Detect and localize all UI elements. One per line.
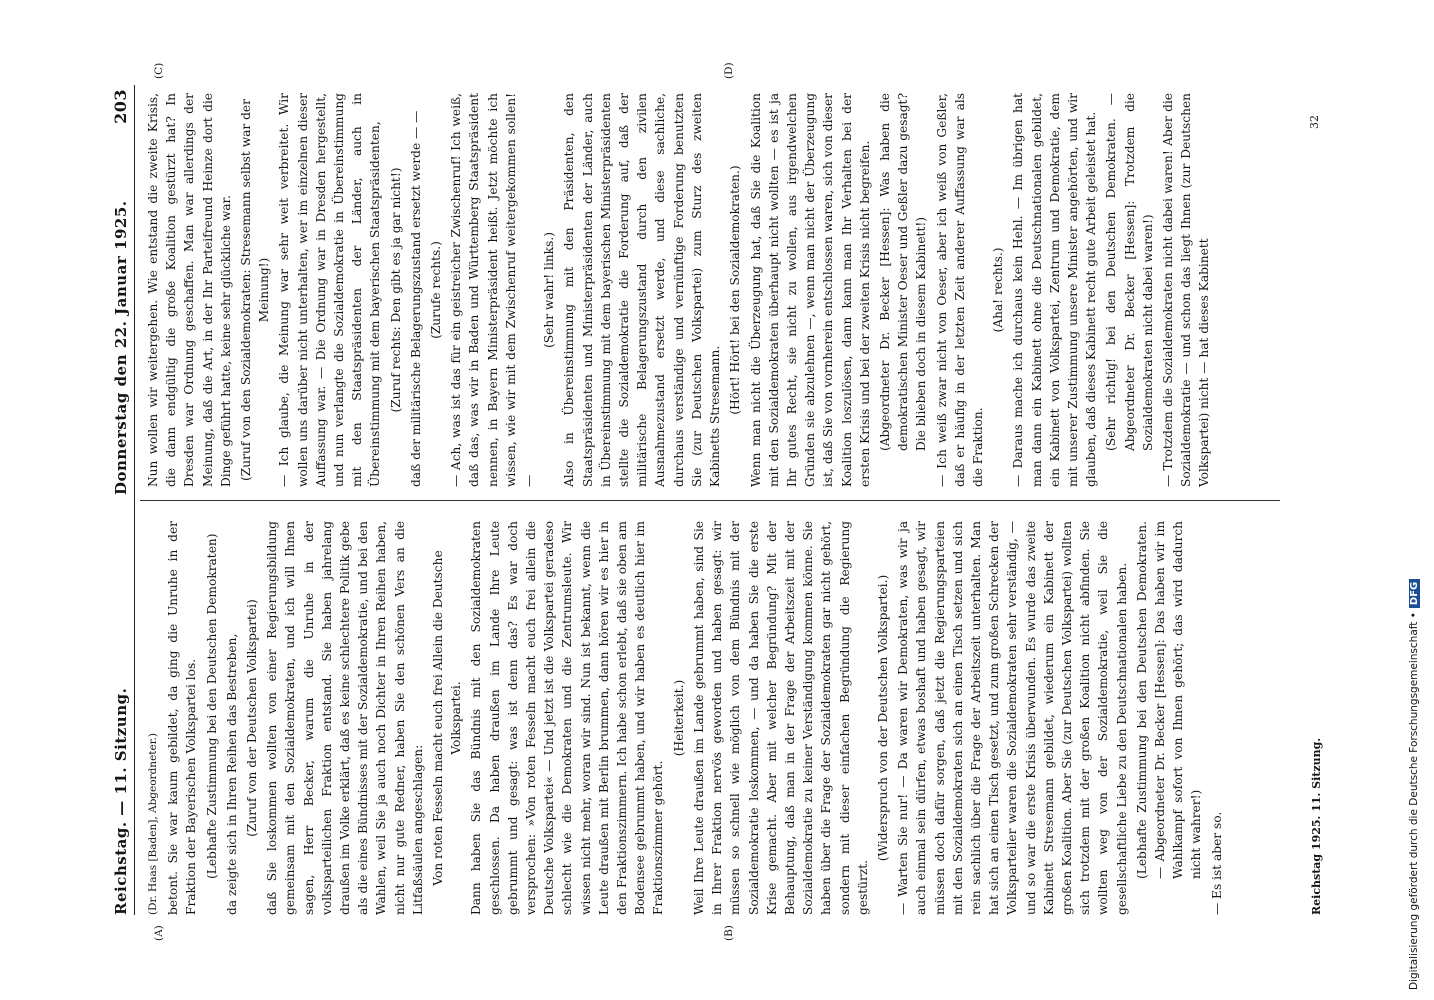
dfg-logo: DFG — [1409, 579, 1420, 608]
header-date: Donnerstag den 22. Januar 1925. — [112, 200, 130, 495]
footer-source: Reichstag 1925. 11. Sitzung. — [1310, 737, 1323, 915]
interjection: (Lebhafte Zustimmung bei den Deutschen Demokraten) — [204, 533, 219, 879]
rotated-newspaper-page — [110, 62, 1350, 941]
paragraph: — Daraus mache ich durchaus kein Hehl. — Im übrigen hat man dann ein Kabinett ohne die Deutschnationalen gebildet, ein Kabinett von Volkspartei, Zentrum und Demokratie, dem mit unserer Zustimmung unsere Minister angehörten, und wir glauben, daß dieses Kabinett recht gute Arbeit geleistet hat. — [1011, 93, 1099, 487]
interjection: (Widerspruch von der Deutschen Volkspartei.) — [875, 574, 890, 862]
interjection: (Lebhafte Zustimmung bei den Deutschen Demokraten. — Abgeordneter Dr. Becker [Hessen]: Das haben wir im Wahlkampf sofort von Ihnen gehört; das wird dadurch nicht wahrer!) — [1134, 521, 1204, 879]
interjection: (Zuruf von der Deutschen Volkspartei) — [245, 599, 260, 837]
paragraph: daß der militärische Belagerungszustand ersetzt werde — — — [408, 110, 423, 487]
marker-b: (B) — [723, 925, 735, 941]
interjection: (Zuruf von den Sozialdemokraten: Stresemann selbst war der Meinung!) — [239, 99, 272, 481]
paragraph: Weil Ihre Leute draußen im Lande gebrummt haben, sind Sie in Ihrer Fraktion nervös geworden und haben gesagt: wir müssen so schnell wie möglich von dem Bündnis mit der Sozialdemokratie loskommen, — und da haben Sie die erste Krise gemacht. Aber mit welcher Begründung? Mit der Behauptung, daß man in der Frage der Arbeitszeit mit der Sozialdemokratie zu keiner Verständigung kommen könne. Sie haben über die Frage der Sozialdemokraten gar nicht gehört, sondern mit dieser einfachen Begründung die Regierung gestürzt. — [691, 521, 870, 915]
paragraph: Nun wollen wir weitergehen. Wie entstand die zweite Krisis, die dann endgültig die große Koalition gestürzt hat? In Dresden war Ordnung geschaffen. Man war allerdings der Meinung, daß die Art, in der Ihr Parteifreund Heinze dort die Dinge geführt hatte, keine sehr glückliche war. — [146, 93, 233, 487]
paragraph: — Ich weiß zwar nicht von Oeser, aber ich weiß von Geßler, daß er häufig in der letzten Zeit anderer Auffassung war als die Fraktion. — [934, 93, 985, 487]
paragraph: Also in Übereinstimmung mit den Präsidenten, den Staatspräsidenten und Ministerpräsidenten der Länder, auch in Übereinstimmung mit dem bayerischen Ministerpräsidenten stellte die Sozialdemokratie die Forderung auf, daß der militärische Belagerungszustand durch den zivilen Ausnahmezustand ersetzt werde, und diese sachliche, durchaus verständige und vernünftige Forderung benutzten Sie (zur Deutschen Volkspartei) zum Sturz des zweiten Kabinetts Stresemann. — [562, 93, 723, 487]
interjection: (Heiterkeit.) — [671, 679, 686, 757]
paragraph: Dann haben Sie das Bündnis mit den Sozialdemokraten geschlossen. Da haben draußen im Lande Ihre Leute gebrummt und gesagt: was ist denn das? Es war doch versprochen: »Von roten Fesseln macht euch frei allein die Deutsche Volkspartei« — Und jetzt ist die Volkspartei geradeso schlecht wie die Demokraten und die Zentrumsleute. Wir wissen nicht mehr, woran wir sind. Nun ist bekannt, wenn die Leute draußen mit Berlin brummen, dann hören wir es hier in den Fraktionszimmern. Ich habe schon erlebt, daß sie oben am Bodensee gebrummt haben, und wir haben es deutlich hier im Fraktionszimmer gehört. — [469, 521, 666, 915]
paragraph: — Ich glaube, die Meinung war sehr weit verbreitet. Wir wollen uns darüber nicht unterhalten, wer im einzelnen dieser Auffassung war. — Die Ordnung war in Dresden hergestellt, und nun verlangte die Sozialdemokratie in Übereinstimmung mit den Staatspräsidenten der Länder, auch in Übereinstimmung mit dem bayerischen Staatspräsidenten, — [277, 93, 383, 487]
marker-a: (A) — [153, 925, 165, 941]
right-column — [144, 93, 1216, 487]
interjection: (Abgeordneter Dr. Becker [Hessen]: Was haben die demokratischen Minister Oeser und Geßler dazu gesagt? Die blieben doch in diesem Kabinett!) — [877, 93, 929, 451]
header-page-number: 203 — [111, 89, 130, 124]
speaker-label: (Dr. Haas [Baden], Abgeordneter.) — [147, 732, 159, 915]
footer-page-number: 32 — [1308, 115, 1321, 129]
paragraph: betont. Sie war kaum gebildet, da ging die Unruhe in der Fraktion der Bayerischen Volkspartei los. — [166, 521, 199, 915]
paragraph: da zeigte sich in Ihren Reihen das Bestreben, — [224, 633, 239, 915]
interjection: (Sehr richtig! bei den Deutschen Demokraten. — Abgeordneter Dr. Becker [Hessen]: Trotzdem die Sozialdemokraten nicht dabei waren!) — [1104, 93, 1155, 451]
interjection: (Sehr wahr! links.) — [542, 232, 557, 348]
funding-note — [1408, 10, 1426, 990]
paragraph: Wenn man nicht die Überzeugung hat, daß Sie die Koalition mit den Sozialdemokraten überhaupt nicht wollten — es ist ja Ihr gutes Recht, sie nicht zu wollen, aus irgendwelchen Gründen sie abzulehnen —, wenn man nicht der Überzeugung ist, daß Sie von vornherein entschlossen waren, sich von dieser Koalition loszulösen, dann kann man Ihr Verhalten bei der ersten Krisis und bei der zweiten Krisis nicht begreifen. — [748, 93, 872, 487]
interjection: (Zuruf rechts: Den gibt es ja gar nicht!) — [388, 167, 403, 413]
page-header — [110, 85, 135, 915]
left-column — [144, 521, 1228, 915]
interjection: (Hört! Hört! bei den Sozialdemokraten.) — [728, 165, 743, 415]
marker-c: (C) — [153, 62, 165, 79]
header-left: Reichstag. — 11. Sitzung. — [112, 687, 130, 915]
paragraph: daß Sie loskommen wollten von einer Regierungsbildung gemeinsam mit den Sozialdemokraten, und ich will Ihnen sagen, Herr Becker, warum die Unruhe in der volksparteilichen Fraktion entstand. Sie haben jahrelang draußen im Volke erklärt, daß es keine schlechtere Politik gebe als die eines Bündnisses mit der Sozialdemokratie, und bei den Wahlen, weil Sie ja auch noch Dichter in Ihren Reihen haben, nicht nur gute Redner, haben Sie den schönen Vers an die Litfaßsäulen angeschlagen: — [265, 521, 425, 915]
paragraph: — Warten Sie nur! — Da waren wir Demokraten, was wir ja auch einmal sein dürfen, etwas boshaft und haben gesagt, wir müssen doch dafür sorgen, daß jetzt die Regierungsparteien mit den Sozialdemokraten sich an einen Tisch setzen und sich rein sachlich über die Frage der Arbeitszeit unterhalten. Man hat sich an einen Tisch gesetzt, und zum großen Schrecken der Volksparteiler waren die Sozialdemokraten sehr verständig, — und so war die erste Krisis überwunden. Es wurde das zweite Kabinett Stresemann gebildet, wiederum ein Kabinett der großen Koalition. Aber Sie (zur Deutschen Volkspartei) wollten sich trotzdem mit der großen Koalition nicht abfinden. Sie wollten weg von der Sozialdemokratie, weil Sie die gesellschaftliche Liebe zu den Deutschnationalen haben. — [896, 521, 1129, 915]
funding-note-text: Digitalisierung gefördert durch die Deutsche Forschungsgemeinschaft • — [1408, 612, 1420, 990]
verse: Von roten Fesseln macht euch frei Allein die Deutsche Volkspartei. — [431, 550, 464, 886]
column-divider — [140, 500, 1280, 501]
interjection: (Aha! rechts.) — [991, 247, 1006, 333]
marker-d: (D) — [723, 62, 735, 79]
interjection: (Zurufe rechts.) — [429, 241, 444, 339]
paragraph: — Ach, was ist das für ein geistreicher Zwischenruf! Ich weiß, daß das, was wir in Baden und Württemberg Staatspräsident nennen, in Bayern Ministerpräsident heißt. Jetzt möchte ich wissen, wie wir mit dem Zwischenruf weitergekommen sollen! — — [449, 93, 537, 487]
paragraph: — Es ist aber so. — [1209, 811, 1224, 915]
paragraph: — Trotzdem die Sozialdemokraten nicht dabei waren! Aber die Sozialdemokratie — und schon das liegt Ihnen (zur Deutschen Volkspartei) nicht — hat dieses Kabinett — [1160, 93, 1212, 487]
